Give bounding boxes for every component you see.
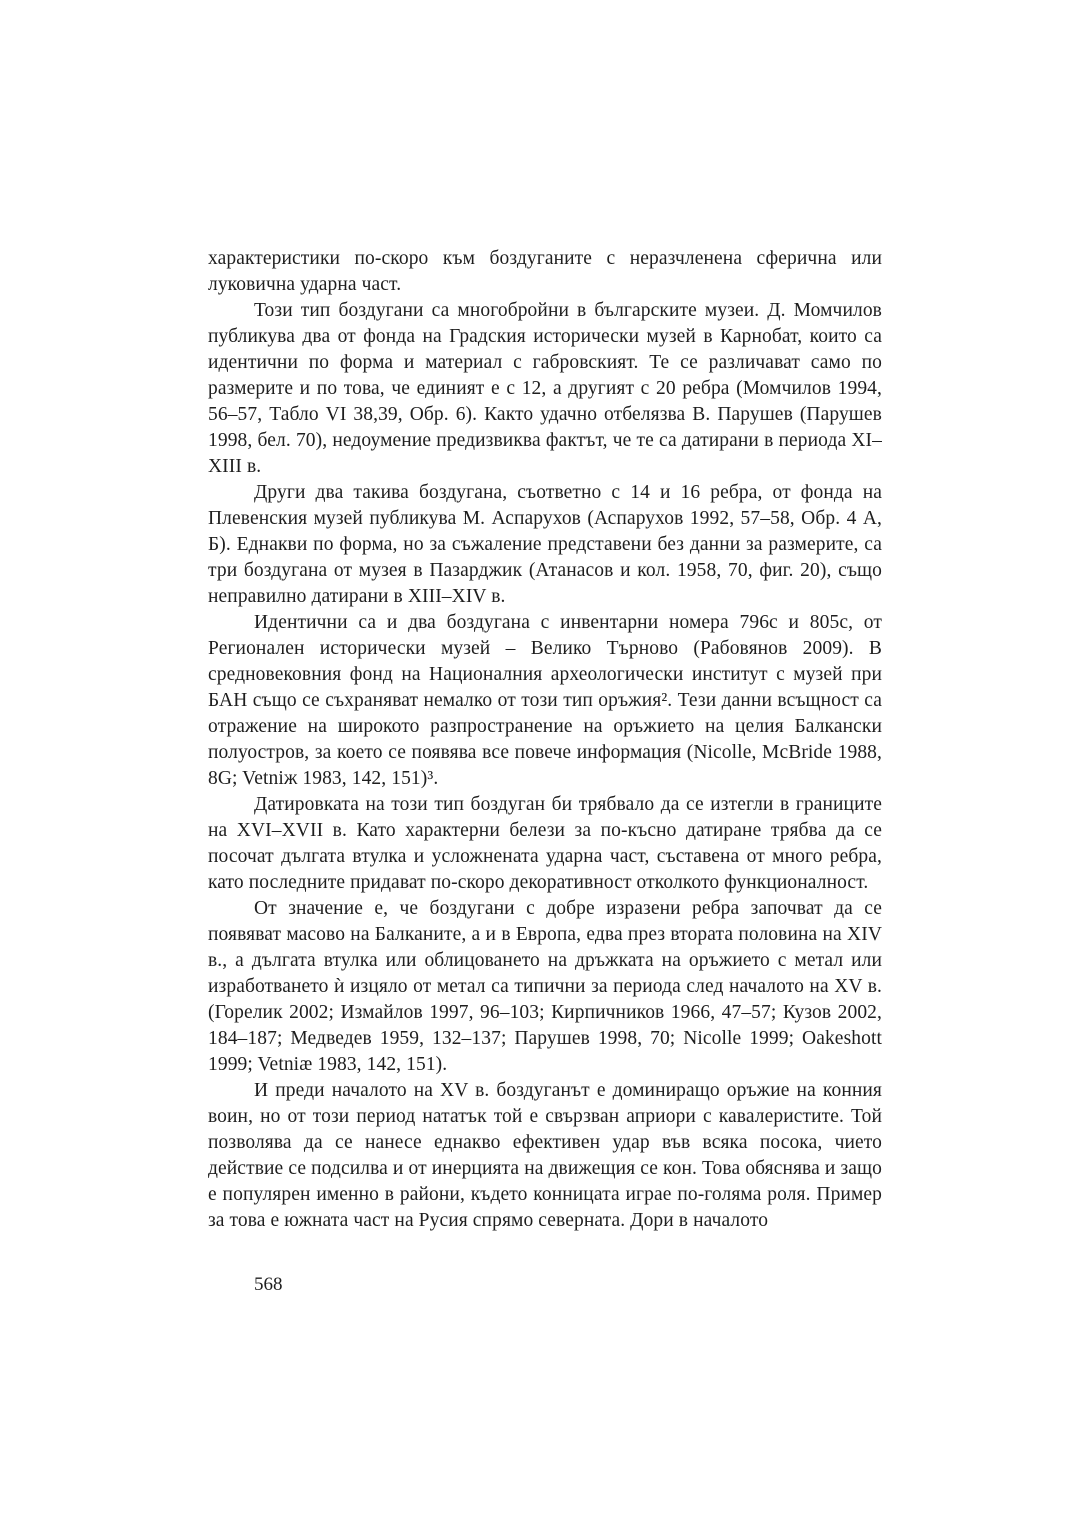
- paragraph-continuation: характеристики по-скоро към боздуганите с неразчленена сферична или луковична ударна част.: [208, 248, 882, 295]
- paragraph: Датировката на този тип боздуган би трябвало да се изтегли в границите на XVI–XVII в. Като характерни белези за по-късно датиране трябва да се посочат дългата втулка и усложнената ударна част, съставена от много ребра, като последните придават по-скоро декоративност отколкото функционалност.: [208, 794, 882, 893]
- paragraph: Идентични са и два боздугана с инвентарни номера 796с и 805с, от Регионален исторически музей – Велико Търново (Рабовянов 2009). В средновековния фонд на Националния археологически институт с музей при БАН също се съхраняват немалко от този тип оръжия². Тези данни всъщност са отражение на широкото разпространение на оръжието на целия Балкански полуостров, за което се появява все повече информация (Nicolle, McBride 1988, 8G; Vetniж 1983, 142, 151)³.: [208, 612, 882, 789]
- body-text-block: [208, 246, 882, 1234]
- page-number: 568: [254, 1274, 283, 1295]
- paragraph: И преди началото на XV в. боздуганът е доминиращо оръжие на конния воин, но от този период нататък той е свързван априори с кавалеристите. Той позволява да се нанесе еднакво ефективен удар във всяка посока, чието действие се подсилва и от инерцията на движещия се кон. Това обяснява и защо е популярен именно в райони, където конницата играе по-голяма роля. Пример за това е южната част на Русия спрямо северната. Дори в началото: [208, 1080, 882, 1231]
- paragraph: Този тип боздугани са многобройни в българските музеи. Д. Момчилов публикува два от фонда на Градския исторически музей в Карнобат, които са идентични по форма и материал с габровският. Те се различават само по размерите и по това, че единият е с 12, а другият с 20 ребра (Момчилов 1994, 56–57, Табло VI 38,39, Обр. 6). Както удачно отбелязва В. Парушев (Парушев 1998, бел. 70), недоумение предизвиква фактът, че те са датирани в периода XI–XIII в.: [208, 300, 882, 477]
- paragraph: Други два такива боздугана, съответно с 14 и 16 ребра, от фонда на Плевенския музей публикува М. Аспарухов (Аспарухов 1992, 57–58, Обр. 4 А, Б). Еднакви по форма, но за съжаление представени без данни за размерите, са три боздугана от музея в Пазарджик (Атанасов и кол. 1958, 70, фиг. 20), също неправилно датирани в XIII–XIV в.: [208, 482, 882, 607]
- paragraph: От значение е, че боздугани с добре изразени ребра започват да се появяват масово на Балканите, а и в Европа, едва през втората половина на XIV в., а дългата втулка или облицоването на дръжката на оръжието с метал или изработването ѝ изцяло от метал са типични за периода след началото на XV в. (Горелик 2002; Измайлов 1997, 96–103; Кирпичников 1966, 47–57; Кузов 2002, 184–187; Медведев 1959, 132–137; Парушев 1998, 70; Nicolle 1999; Oakeshott 1999; Vetniæ 1983, 142, 151).: [208, 898, 882, 1075]
